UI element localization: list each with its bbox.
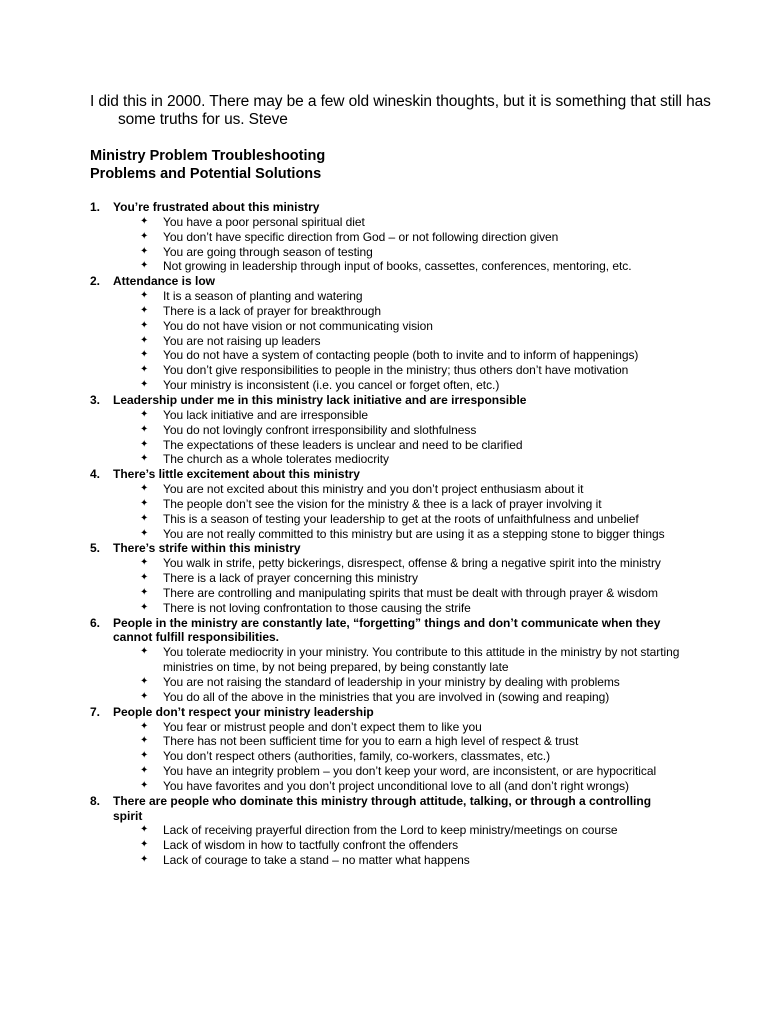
problem-title: You’re frustrated about this ministry	[113, 200, 320, 214]
four-point-star-bullet-icon: ✦	[140, 557, 149, 569]
four-point-star-bullet-icon: ✦	[140, 334, 149, 346]
solution-item	[90, 571, 680, 586]
solution-text: There has not been sufficient time for you to earn a high level of respect & trust	[163, 734, 579, 749]
solution-item	[90, 319, 680, 334]
four-point-star-bullet-icon: ✦	[140, 497, 149, 509]
four-point-star-bullet-icon: ✦	[140, 304, 149, 316]
solution-item	[90, 720, 680, 735]
four-point-star-bullet-icon: ✦	[140, 379, 149, 391]
problem-title: People don’t respect your ministry leadership	[113, 704, 374, 719]
solution-item	[90, 527, 680, 542]
document-subtitle: Problems and Potential Solutions	[90, 166, 322, 182]
solution-item	[90, 230, 680, 245]
problem-heading	[90, 705, 680, 720]
intro-note: I did this in 2000. There may be a few old wineskin thoughts, but it is something that still has some truths for us. Steve	[90, 93, 711, 128]
solution-text: Your ministry is inconsistent (i.e. you cancel or forget often, etc.)	[163, 378, 500, 393]
solution-item	[90, 304, 680, 319]
four-point-star-bullet-icon: ✦	[140, 230, 149, 242]
solution-item	[90, 289, 680, 304]
four-point-star-bullet-icon: ✦	[140, 735, 149, 747]
solution-text: Lack of receiving prayerful direction from the Lord to keep ministry/meetings on course	[163, 823, 618, 838]
problem-number: 2.	[90, 274, 101, 289]
solution-item	[90, 690, 680, 705]
solution-text: You don’t respect others (authorities, family, co-workers, classmates, etc.)	[163, 749, 551, 764]
problem-title: There are people who dominate this ministry through attitude, talking, or through a controlling spirit	[113, 793, 652, 823]
solution-text: The church as a whole tolerates mediocrity	[163, 452, 390, 467]
problem-title: There’s strife within this ministry	[113, 541, 301, 556]
solution-item	[90, 215, 680, 230]
solution-list	[90, 720, 680, 794]
solution-text: There is a lack of prayer for breakthrough	[163, 303, 382, 318]
problem-number: 5.	[90, 541, 101, 556]
solution-text: There is a lack of prayer concerning this ministry	[163, 571, 418, 586]
solution-text: Not growing in leadership through input of books, cassettes, conferences, mentoring, etc.	[163, 259, 632, 274]
problem-heading	[90, 467, 680, 482]
solution-text: It is a season of planting and watering	[163, 289, 363, 304]
solution-list	[90, 289, 680, 393]
four-point-star-bullet-icon: ✦	[140, 690, 149, 702]
four-point-star-bullet-icon: ✦	[140, 646, 149, 658]
solution-text: You don’t give responsibilities to people in the ministry; thus others don’t have motivation	[163, 363, 629, 378]
solution-list	[90, 408, 680, 467]
problem-list	[90, 200, 680, 868]
four-point-star-bullet-icon: ✦	[140, 601, 149, 613]
four-point-star-bullet-icon: ✦	[140, 245, 149, 257]
problem-number: 8.	[90, 793, 101, 808]
solution-item	[90, 734, 680, 749]
solution-item	[90, 363, 680, 378]
solution-item	[90, 259, 680, 274]
solution-item	[90, 438, 680, 453]
four-point-star-bullet-icon: ✦	[140, 319, 149, 331]
problem-heading	[90, 541, 680, 556]
solution-item	[90, 675, 680, 690]
four-point-star-bullet-icon: ✦	[140, 765, 149, 777]
problem-heading	[90, 616, 680, 646]
solution-text: You have an integrity problem – you don’t keep your word, are inconsistent, or are hypocritical	[163, 764, 657, 779]
problem-item	[90, 200, 680, 274]
problem-item	[90, 794, 680, 868]
solution-item	[90, 512, 680, 527]
solution-list	[90, 823, 680, 868]
problem-title: Leadership under me in this ministry lack initiative and are irresponsible	[113, 392, 527, 407]
solution-item	[90, 452, 680, 467]
solution-item	[90, 423, 680, 438]
solution-text: You do all of the above in the ministries that you are involved in (sowing and reaping)	[163, 689, 610, 704]
solution-item	[90, 482, 680, 497]
solution-item	[90, 823, 680, 838]
problem-heading	[90, 200, 680, 215]
solution-text: Lack of wisdom in how to tactfully confront the offenders	[163, 838, 459, 853]
four-point-star-bullet-icon: ✦	[140, 824, 149, 836]
solution-text: Lack of courage to take a stand – no matter what happens	[163, 853, 470, 868]
problem-heading	[90, 794, 680, 824]
solution-text: You tolerate mediocrity in your ministry. You contribute to this attitude in the ministry by not starting ministries on time, by not being prepared, by being constantly late	[163, 645, 680, 675]
document-title: Ministry Problem Troubleshooting	[90, 148, 326, 164]
document-title-block	[90, 147, 325, 183]
solution-text: You do not lovingly confront irresponsibility and slothfulness	[163, 422, 477, 437]
solution-list	[90, 215, 680, 274]
solution-item	[90, 586, 680, 601]
solution-item	[90, 601, 680, 616]
solution-text: You are not really committed to this ministry but are using it as a stepping stone to bigger things	[163, 526, 665, 541]
solution-item	[90, 779, 680, 794]
four-point-star-bullet-icon: ✦	[140, 423, 149, 435]
four-point-star-bullet-icon: ✦	[140, 720, 149, 732]
four-point-star-bullet-icon: ✦	[140, 483, 149, 495]
solution-text: You are not raising the standard of leadership in your ministry by dealing with problems	[163, 675, 620, 689]
four-point-star-bullet-icon: ✦	[140, 512, 149, 524]
four-point-star-bullet-icon: ✦	[140, 290, 149, 302]
solution-item	[90, 408, 680, 423]
solution-text: You lack initiative and are irresponsible	[163, 407, 368, 422]
four-point-star-bullet-icon: ✦	[140, 408, 149, 420]
solution-item	[90, 645, 680, 675]
solution-item	[90, 245, 680, 260]
problem-title: Attendance is low	[113, 274, 216, 289]
solution-list	[90, 556, 680, 615]
solution-item	[90, 334, 680, 349]
four-point-star-bullet-icon: ✦	[140, 260, 149, 272]
solution-list	[90, 482, 680, 541]
problem-number: 1.	[90, 200, 101, 214]
solution-text: There is not loving confrontation to those causing the strife	[163, 600, 471, 615]
solution-text: You are not excited about this ministry and you don’t project enthusiasm about it	[163, 482, 584, 497]
problem-title: There’s little excitement about this ministry	[113, 467, 360, 482]
problem-item	[90, 393, 680, 467]
four-point-star-bullet-icon: ✦	[140, 364, 149, 376]
solution-text: You have a poor personal spiritual diet	[163, 214, 365, 229]
solution-item	[90, 749, 680, 764]
four-point-star-bullet-icon: ✦	[140, 215, 149, 227]
solution-item	[90, 378, 680, 393]
solution-text: You fear or mistrust people and don’t expect them to like you	[163, 719, 482, 734]
solution-item	[90, 497, 680, 512]
solution-item	[90, 348, 680, 363]
solution-text: You do not have a system of contacting people (both to invite and to inform of happenings)	[163, 348, 639, 363]
four-point-star-bullet-icon: ✦	[140, 586, 149, 598]
solution-text: The expectations of these leaders is unclear and need to be clarified	[163, 437, 523, 452]
solution-text: This is a season of testing your leadership to get at the roots of unfaithfulness and unbelief	[163, 511, 639, 526]
four-point-star-bullet-icon: ✦	[140, 676, 149, 687]
problem-heading	[90, 274, 680, 289]
problem-number: 3.	[90, 392, 101, 407]
solution-item	[90, 853, 680, 868]
problem-item	[90, 616, 680, 705]
solution-text: You don’t have specific direction from God – or not following direction given	[163, 229, 559, 244]
solution-item	[90, 838, 680, 853]
problem-item	[90, 467, 680, 541]
four-point-star-bullet-icon: ✦	[140, 438, 149, 450]
solution-list	[90, 645, 680, 704]
solution-text: You are not raising up leaders	[163, 333, 321, 348]
solution-text: There are controlling and manipulating spirits that must be dealt with through prayer & wisdom	[163, 585, 658, 600]
solution-item	[90, 764, 680, 779]
problem-item	[90, 274, 680, 393]
problem-number: 4.	[90, 467, 101, 482]
solution-text: You do not have vision or not communicating vision	[163, 318, 433, 333]
problem-number: 6.	[90, 615, 101, 630]
problem-item	[90, 705, 680, 794]
solution-text: You have favorites and you don’t project unconditional love to all (and don’t right wrongs)	[163, 778, 629, 793]
four-point-star-bullet-icon: ✦	[140, 453, 149, 465]
four-point-star-bullet-icon: ✦	[140, 854, 149, 866]
four-point-star-bullet-icon: ✦	[140, 779, 149, 791]
problem-number: 7.	[90, 704, 101, 719]
four-point-star-bullet-icon: ✦	[140, 527, 149, 539]
four-point-star-bullet-icon: ✦	[140, 750, 149, 762]
four-point-star-bullet-icon: ✦	[140, 349, 149, 361]
problem-heading	[90, 393, 680, 408]
four-point-star-bullet-icon: ✦	[140, 839, 149, 851]
four-point-star-bullet-icon: ✦	[140, 572, 149, 584]
solution-text: The people don’t see the vision for the ministry & thee is a lack of prayer involving it	[163, 496, 602, 511]
problem-item	[90, 541, 680, 615]
solution-text: You are going through season of testing	[163, 244, 373, 259]
problem-title: People in the ministry are constantly late, “forgetting” things and don’t communicate when they cannot fulfill responsibilities.	[113, 615, 661, 645]
solution-item	[90, 556, 680, 571]
solution-text: You walk in strife, petty bickerings, disrespect, offense & bring a negative spirit into the ministry	[163, 556, 661, 571]
